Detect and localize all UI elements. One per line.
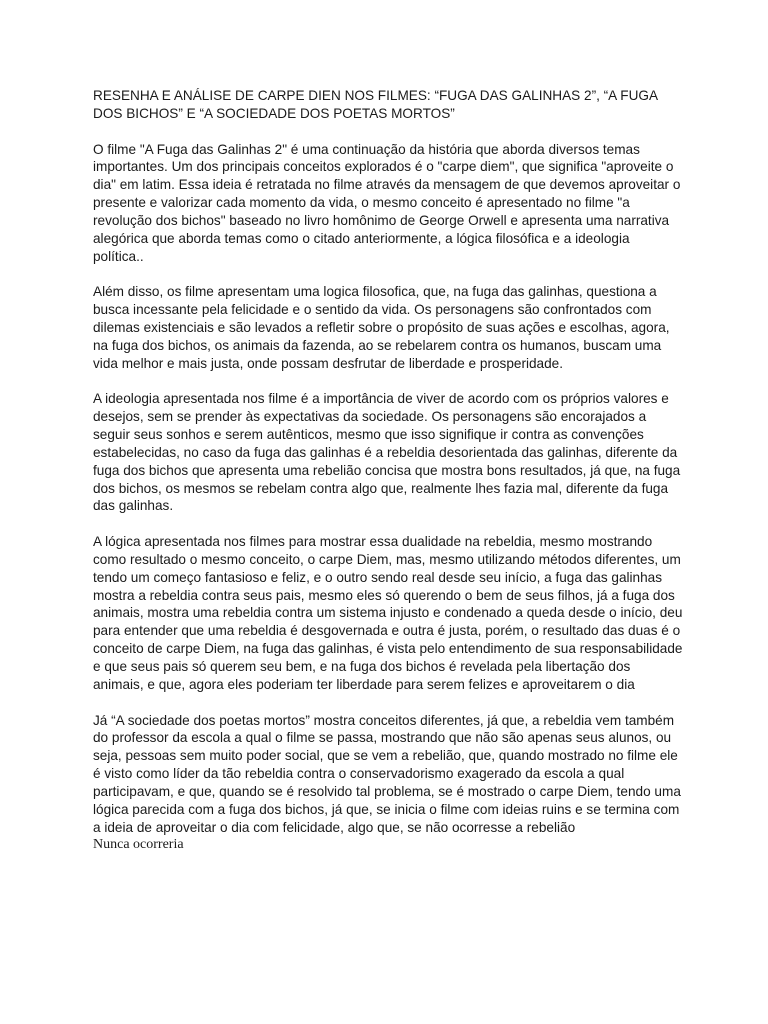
paragraph-5: Já “A sociedade dos poetas mortos” mostra conceitos diferentes, já que, a rebeldia vem também do professor da escola a qual o filme se passa, mostrando que não são apenas seus alunos, ou seja, pessoas sem muito poder social, que se vem a rebelião, que, quando mostrado no filme ele é visto como líder da tão rebeldia contra o conservadorismo exagerado da escola a qual participavam, e que, quando se é resolvido tal problema, se é mostrado o carpe Diem, tendo uma lógica parecida com a fuga dos bichos, já que, se inicia o filme com ideias ruins e se termina com a ideia de aproveitar o dia com felicidade, algo que, se não ocorresse a rebelião [93,712,681,835]
document-title: RESENHA E ANÁLISE DE CARPE DIEN NOS FILMES: “FUGA DAS GALINHAS 2”, “A FUGA DOS BICHOS” E “A SOCIEDADE DOS POETAS MORTOS” [93,88,658,121]
closing-line: Nunca ocorreria [93,837,184,853]
paragraph-3: A ideologia apresentada nos filme é a importância de viver de acordo com os próprios valores e desejos, sem se prender às expectativas da sociedade. Os personagens são encorajados a seguir seus sonhos e serem autênticos, mesmo que isso signifique ir contra as convenções estabelecidas, no caso da fuga das galinhas é a rebeldia desorientada das galinhas, diferente da fuga dos bichos que apresenta uma rebelião concisa que mostra bons resultados, já que, na fuga dos bichos, os mesmos se rebelam contra algo que, realmente lhes fazia mal, diferente da fuga das galinhas. [93,391,681,514]
document-body [93,87,683,854]
paragraph-2: Além disso, os filme apresentam uma logica filosofica, que, na fuga das galinhas, questiona a busca incessante pela felicidade e o sentido da vida. Os personagens são confrontados com dilemas existenciais e são levados a refletir sobre o propósito de suas ações e escolhas, agora, na fuga dos bichos, os animais da fazenda, ao se rebelarem contra os humanos, buscam uma vida melhor e mais justa, onde possam desfrutar de liberdade e prosperidade. [93,284,670,371]
paragraph-4: A lógica apresentada nos filmes para mostrar essa dualidade na rebeldia, mesmo mostrando como resultado o mesmo conceito, o carpe Diem, mas, mesmo utilizando métodos diferentes, um tendo um começo fantasioso e feliz, e o outro sendo real desde seu início, a fuga das galinhas mostra a rebeldia contra seus pais, mesmo eles só querendo o bem de seus filhos, já a fuga dos animais, mostra uma rebeldia contra um sistema injusto e condenado a queda desde o início, deu para entender que uma rebeldia é desgovernada e outra é justa, porém, o resultado das duas é o conceito de carpe Diem, na fuga das galinhas, é vista pelo entendimento de sua responsabilidade e que seus pais só querem seu bem, e na fuga dos bichos é revelada pela libertação dos animais, e que, agora eles poderiam ter liberdade para serem felizes e aproveitarem o dia [93,534,683,692]
paragraph-1: O filme "A Fuga das Galinhas 2" é uma continuação da história que aborda diversos temas importantes. Um dos principais conceitos explorados é o "carpe diem", que significa "aproveite o dia" em latim. Essa ideia é retratada no filme através da mensagem de que devemos aproveitar o presente e valorizar cada momento da vida, o mesmo conceito é apresentado no filme "a revolução dos bichos" baseado no livro homônimo de George Orwell e apresenta uma narrativa alegórica que aborda temas como o citado anteriormente, a lógica filosófica e a ideologia política.. [93,141,681,264]
